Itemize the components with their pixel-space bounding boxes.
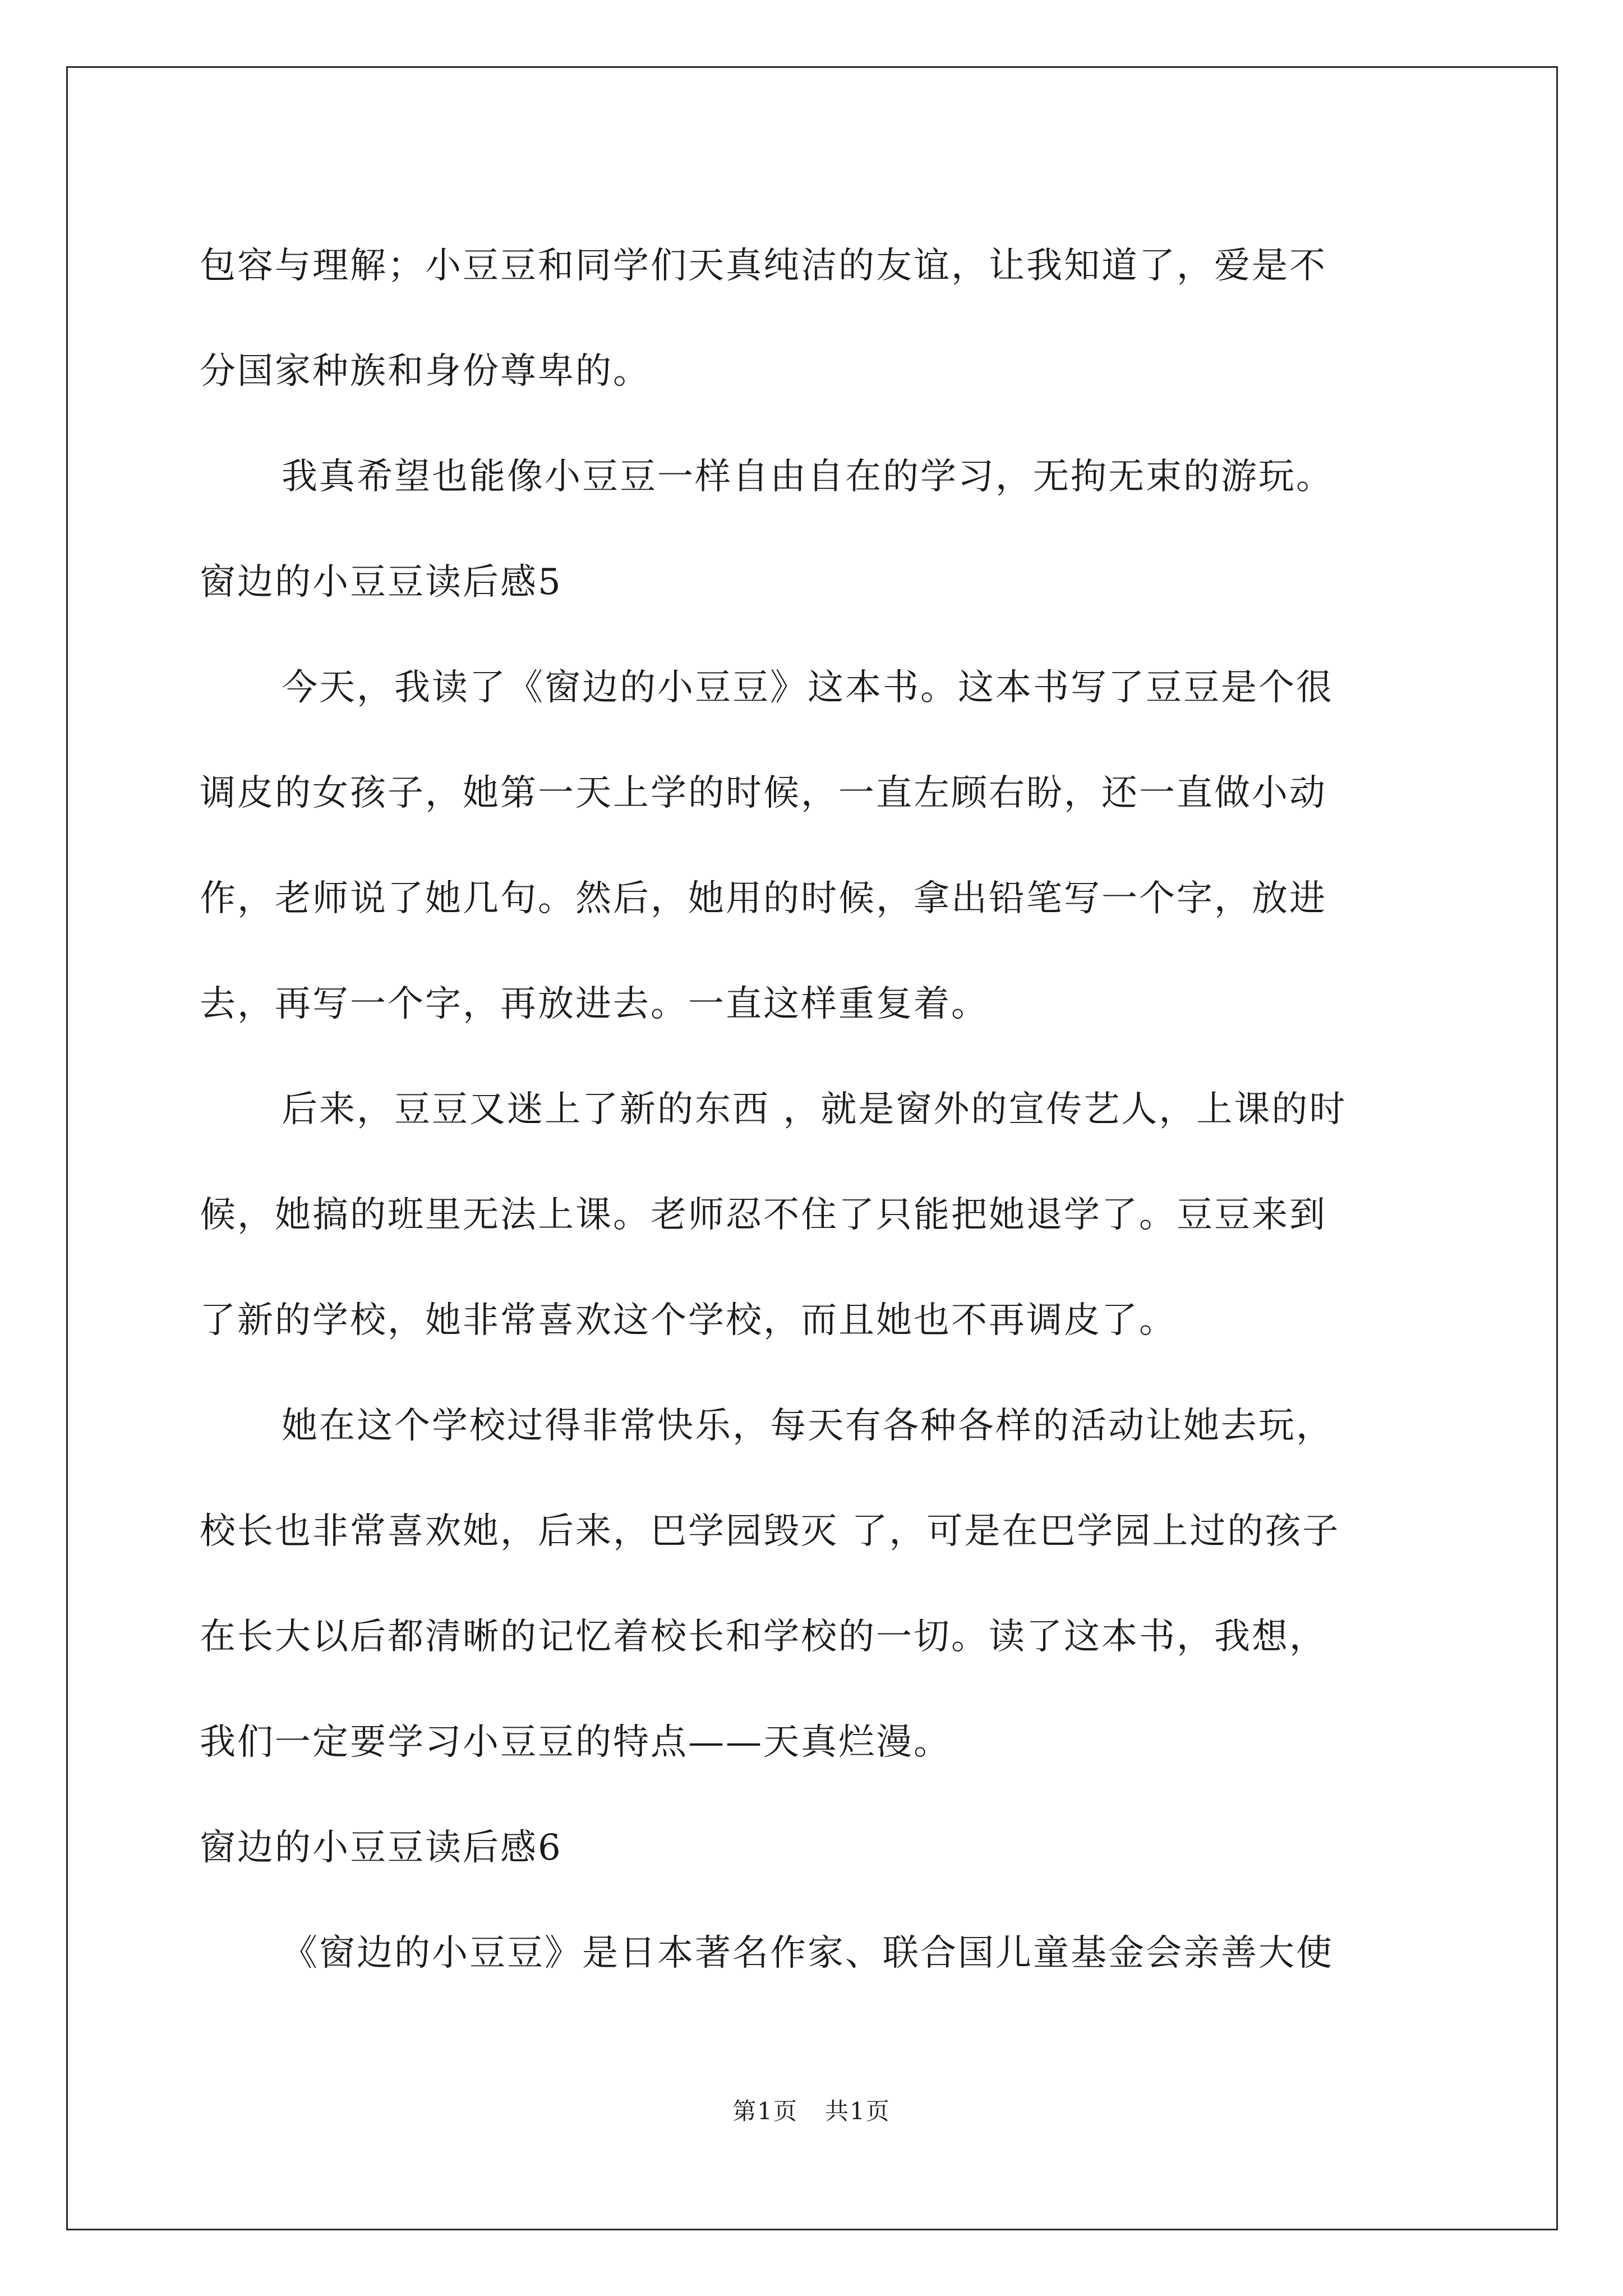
page-total: 共1页: [825, 2097, 891, 2125]
paragraph-line: 她在这个学校过得非常快乐，每天有各种各样的活动让她去玩，: [282, 1405, 1334, 1447]
section-heading: 窗边的小豆豆读后感5: [200, 562, 562, 603]
paragraph-line: 后来，豆豆又迷上了新的东西 ，就是窗外的宣传艺人，上课的时: [282, 1089, 1347, 1130]
paragraph-line: 今天，我读了《窗边的小豆豆》这本书。这本书写了豆豆是个很: [282, 667, 1334, 708]
paragraph-line: 在长大以后都清晰的记忆着校长和学校的一切。读了这本书，我想，: [200, 1616, 1327, 1658]
paragraph-line: 候，她搞的班里无法上课。老师忍不住了只能把她退学了。豆豆来到: [200, 1194, 1327, 1236]
section-heading: 窗边的小豆豆读后感6: [200, 1827, 562, 1869]
paragraph-line: 我们一定要学习小豆豆的特点——天真烂漫。: [200, 1722, 951, 1763]
page-number: 第1页: [732, 2097, 798, 2125]
paragraph-line: 校长也非常喜欢她，后来，巴学园毁灭 了，可是在巴学园上过的孩子: [200, 1511, 1340, 1552]
paragraph-line: 去，再写一个字，再放进去。一直这样重复着。: [200, 983, 989, 1025]
paragraph-line: 作，老师说了她几句。然后，她用的时候，拿出铅笔写一个字，放进: [200, 878, 1327, 919]
paragraph-line: 调皮的女孩子，她第一天上学的时候，一直左顾右盼，还一直做小动: [200, 772, 1327, 814]
document-body: [200, 213, 1433, 2006]
page-footer: [0, 2095, 1623, 2128]
paragraph-line: 我真希望也能像小豆豆一样自由自在的学习，无拘无束的游玩。: [282, 456, 1334, 498]
paragraph-line: 包容与理解；小豆豆和同学们天真纯洁的友谊，让我知道了，爱是不: [200, 245, 1327, 287]
paragraph-line: 《窗边的小豆豆》是日本著名作家、联合国儿童基金会亲善大使: [282, 1932, 1334, 1974]
paragraph-line: 分国家种族和身份尊卑的。: [200, 351, 651, 392]
paragraph-line: 了新的学校，她非常喜欢这个学校，而且她也不再调皮了。: [200, 1300, 1177, 1341]
